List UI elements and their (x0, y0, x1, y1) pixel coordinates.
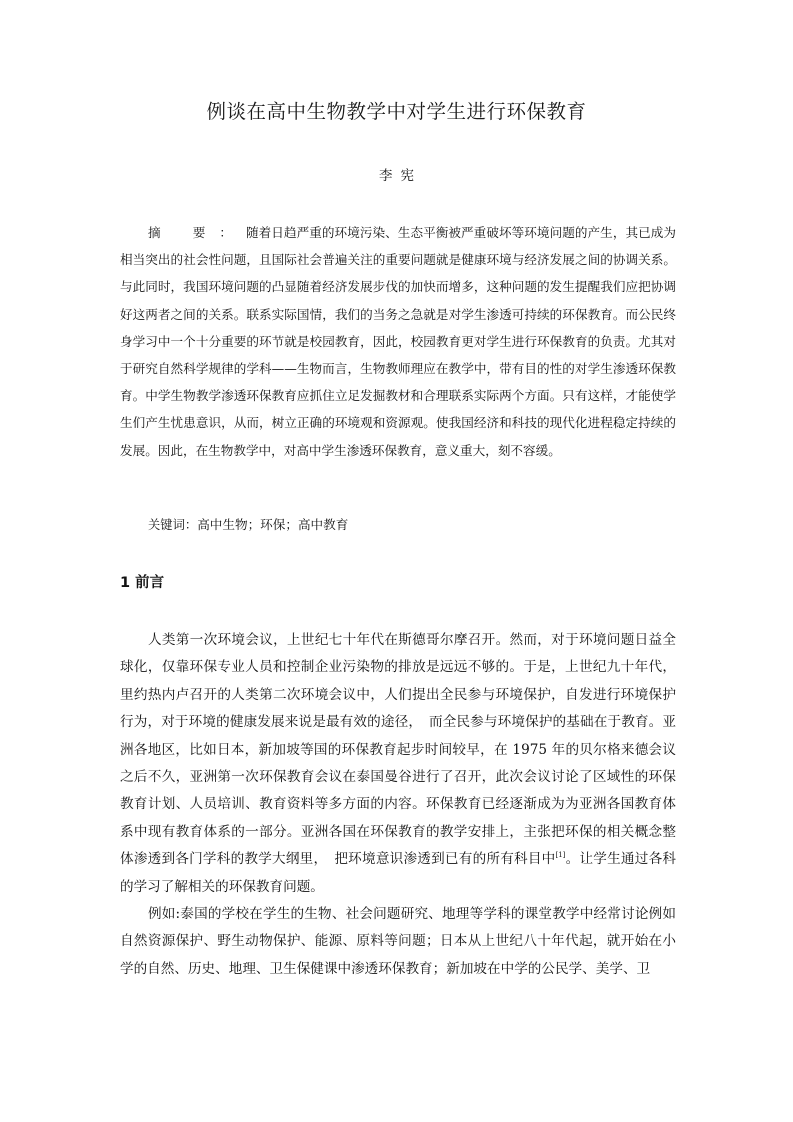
citation-ref: [1] (555, 851, 566, 860)
keywords (148, 512, 348, 538)
paragraph: 例如:泰国的学校在学生的生物、社会问题研究、地理等学科的课堂教学中经常讨论例如自然资源保护、野生动物保护、能源、原料等问题；日本从上世纪八十年代起，就开始在小学的自然、历史、地理、卫生保健课中渗透环保教育；新加坡在中学的公民学、美学、卫 (120, 906, 676, 977)
paragraph-text: 。让学生通过各科的学习了解相关的环保教育问题。 (120, 851, 676, 895)
author-name: 李宪 (379, 168, 422, 184)
keywords-label: 关键词： (148, 518, 198, 532)
section-body (120, 627, 676, 983)
paragraph-text: 人类第一次环境会议，上世纪七十年代在斯德哥尔摩召开。然而，对于环境问题日益全球化，仅靠环保专业人员和控制企业污染物的排放是远远不够的。于是，上世纪九十年代，里约热内卢召开的人类第二次环境会议中，人们提出全民参与环境保护，自发进行环境保护行为，对于环境的健康发展来说是最有效的途径， 而全民参与环境保护的基础在于教育。亚洲各地区，比如日本，新加坡等国的环保教育起步时间较早，在 1975 年的贝尔格来德会议之后不久，亚洲第一次环保教育会议在泰国曼谷进行了召开，此次会议讨论了区域性的环保教育计划、人员培训、教育资料等多方面的内容。环保教育已经逐渐成为为亚洲各国教育体系中现有教育体系的一部分。亚洲各国在环保教育的教学安排上，主张把环保的相关概念整体渗透到各门学科的教学大纲里， 把环境意识渗透到已有的所有科目中 (120, 632, 676, 868)
paragraph (120, 627, 676, 901)
paper-title: 例谈在高中生物教学中对学生进行环保教育 (206, 100, 587, 123)
abstract (120, 219, 676, 464)
abstract-label: 摘 要： (148, 225, 247, 240)
section-heading-introduction: 1 前言 (120, 575, 165, 591)
keywords-text: 高中生物；环保；高中教育 (197, 517, 349, 532)
abstract-text: 随着日趋严重的环境污染、生态平衡被严重破坏等环境问题的产生，其已成为相当突出的社会性问题，且国际社会普遍关注的重要问题就是健康环境与经济发展之间的协调关系。与此同时，我国环境问题的凸显随着经济发展步伐的加快而增多，这种问题的发生提醒我们应把协调好这两者之间的关系。联系实际国情，我们的当务之急就是对学生渗透可持续的环保教育。而公民终身学习中一个十分重要的环节就是校园教育，因此，校园教育更对学生进行环保教育的负责。尤其对于研究自然科学规律的学科——生物而言，生物教师理应在教学中，带有目的性的对学生渗透环保教育。中学生物教学渗透环保教育应抓住立足发掘教材和合理联系实际两个方面。只有这样，才能使学生们产生忧患意识，从而，树立正确的环境观和资源观。使我国经济和科技的现代化进程稳定持续的发展。因此，在生物教学中，对高中学生渗透环保教育，意义重大，刻不容缓。 (120, 225, 677, 458)
